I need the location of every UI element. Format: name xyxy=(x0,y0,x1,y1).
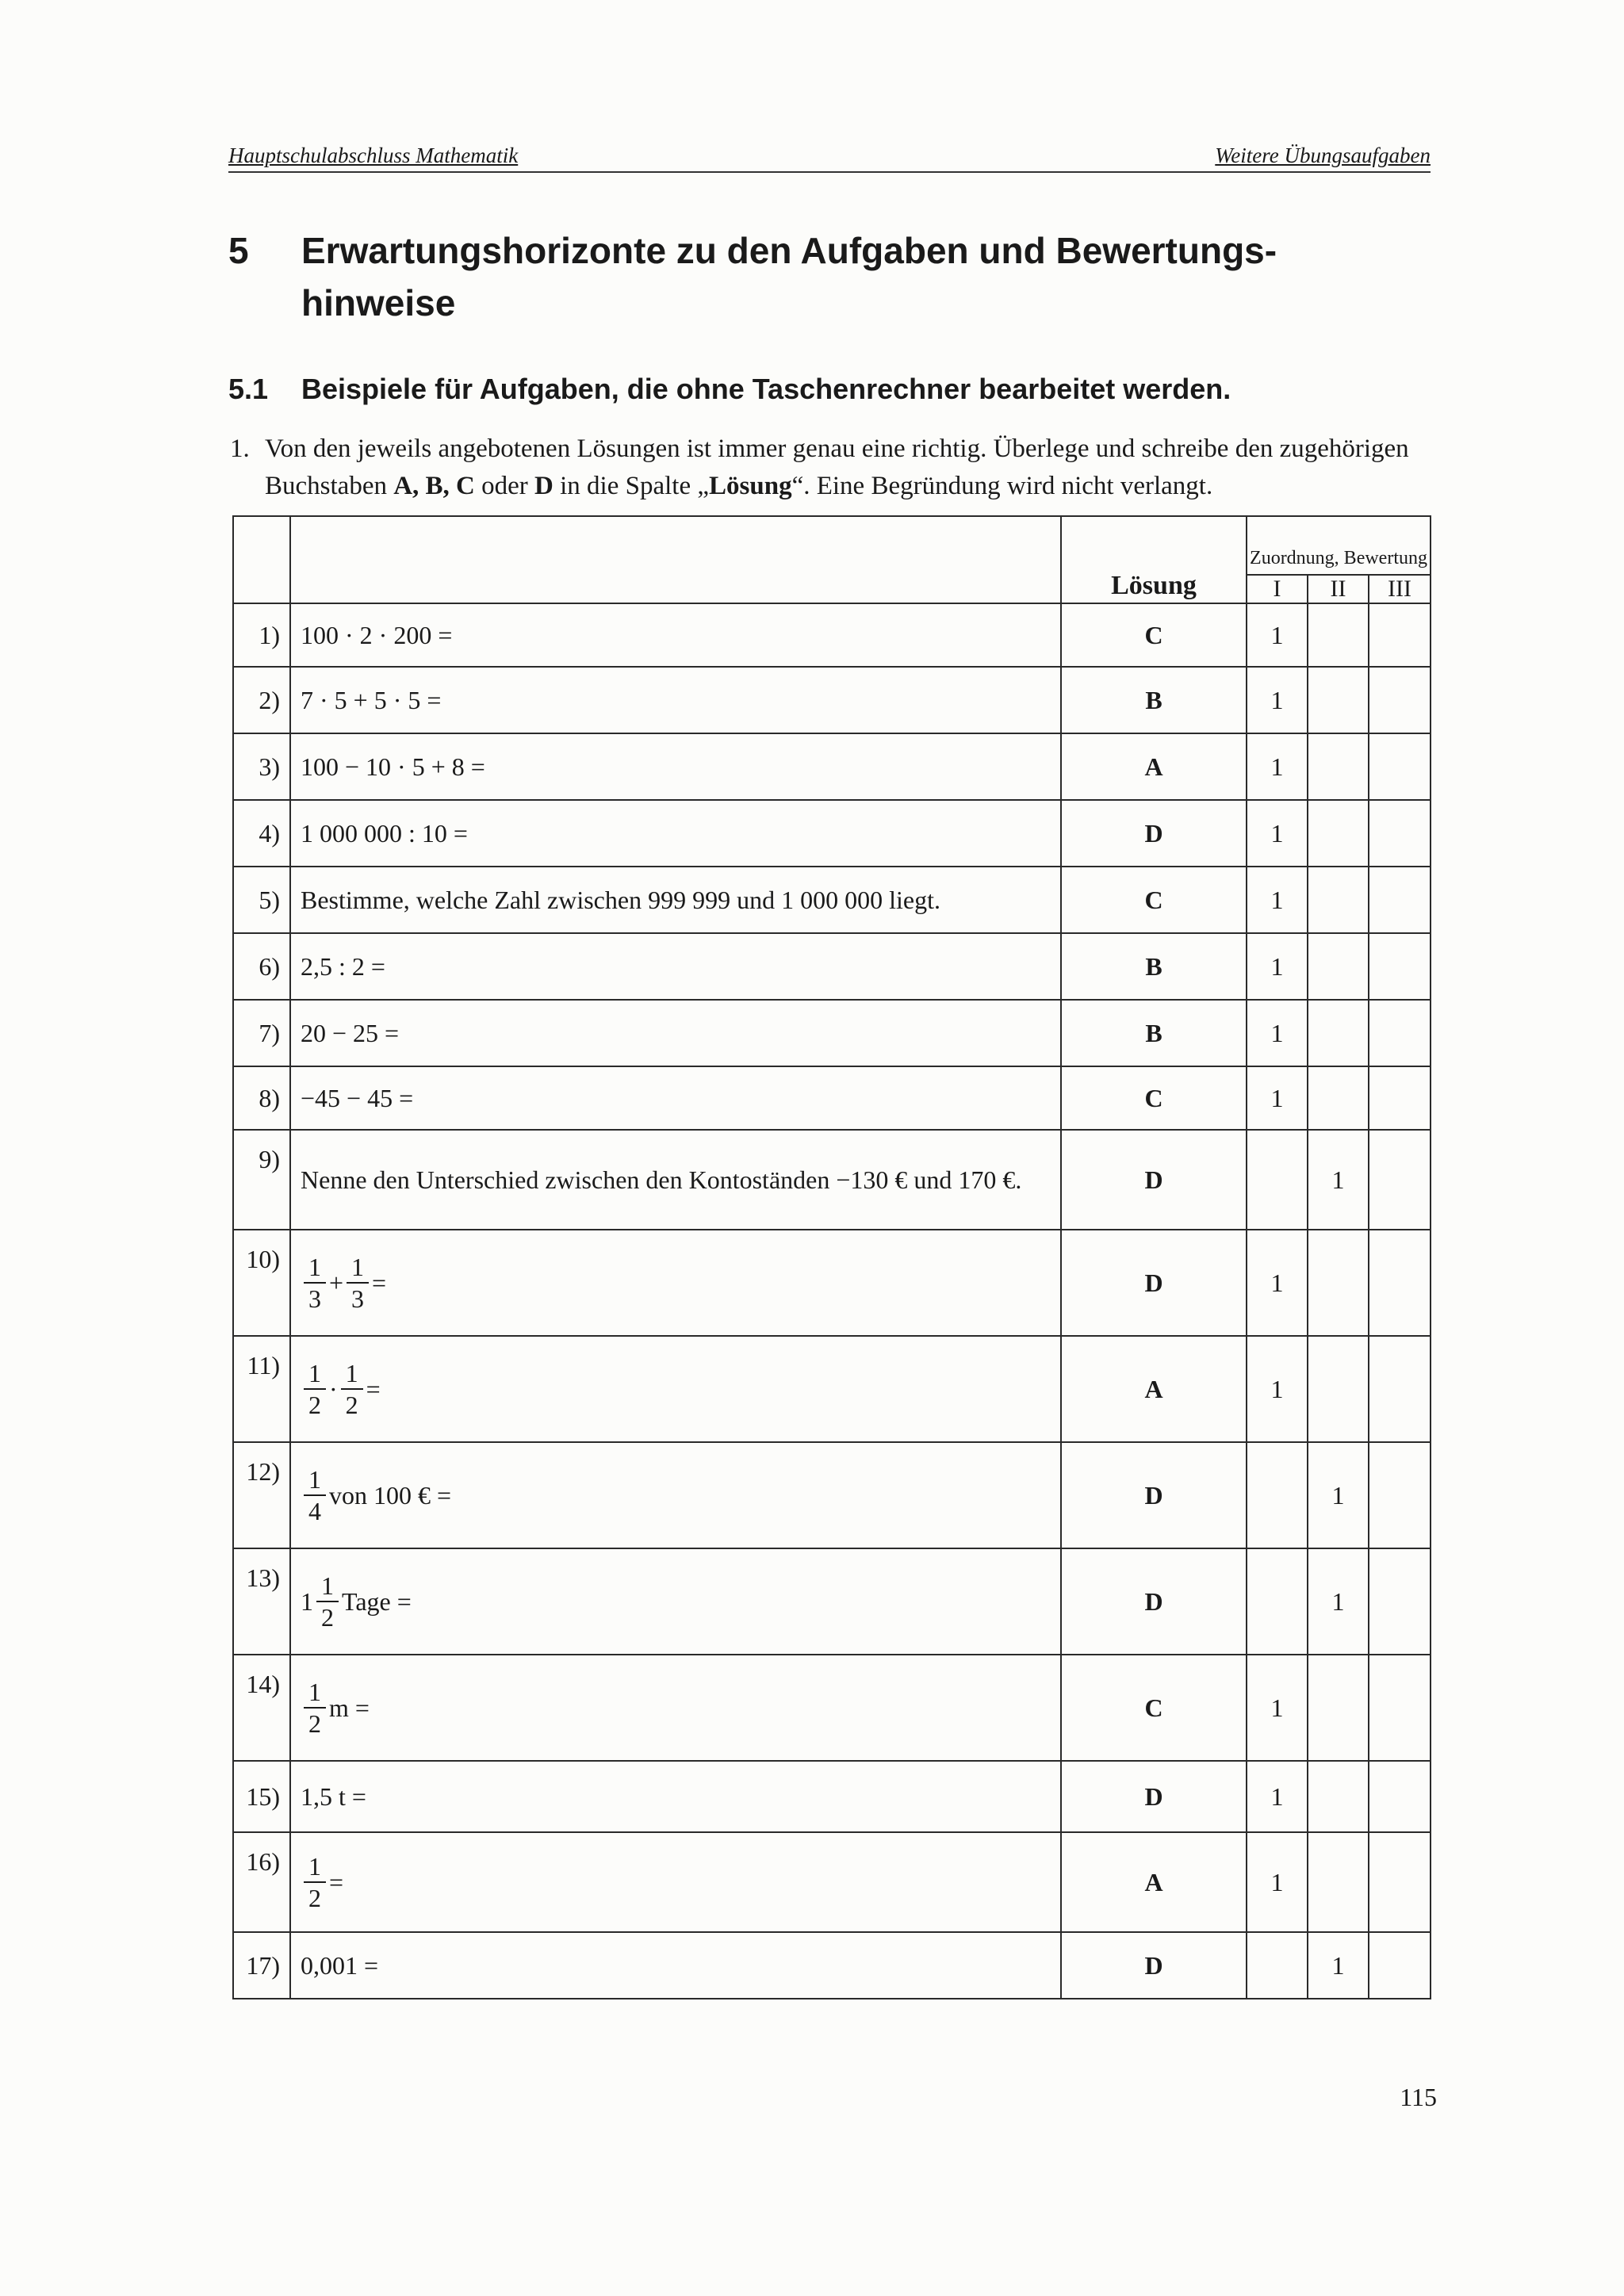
table-row xyxy=(233,1130,1431,1230)
row-number: 14) xyxy=(233,1655,290,1761)
table-row xyxy=(233,1066,1431,1130)
level-ii-score xyxy=(1308,1832,1369,1932)
fraction: $\frac{1}{3}$ xyxy=(347,1252,369,1314)
row-number: 1) xyxy=(233,603,290,667)
table-row xyxy=(233,1336,1431,1442)
level-iii-score xyxy=(1369,667,1431,733)
level-ii-score xyxy=(1308,1655,1369,1761)
solution-letter: D xyxy=(1061,1130,1247,1230)
level-ii-score xyxy=(1308,800,1369,867)
level-iii-score xyxy=(1369,800,1431,867)
chapter-title: Erwartungshorizonte zu den Aufgaben und Bewertungs-hinweise xyxy=(301,230,1277,323)
task-expression: $\frac{1}{2}$ m = xyxy=(290,1655,1061,1761)
solution-letter: C xyxy=(1061,1655,1247,1761)
row-number: 12) xyxy=(233,1442,290,1548)
page-number: 115 xyxy=(1400,2083,1437,2111)
level-ii-score xyxy=(1308,1066,1369,1130)
task-text: 0,001 = xyxy=(290,1932,1061,1999)
fraction: $\frac{1}{3}$ xyxy=(304,1252,326,1314)
fraction: $\frac{1}{2}$ xyxy=(304,1358,326,1420)
task-text: Nenne den Unterschied zwischen den Kontoständen −130 € und 170 €. xyxy=(290,1130,1061,1230)
chapter-number: 5 xyxy=(228,230,249,271)
task-expression: $\frac{1}{2}$ = xyxy=(290,1832,1061,1932)
table-row xyxy=(233,800,1431,867)
row-number: 2) xyxy=(233,667,290,733)
level-iii-header: III xyxy=(1369,575,1431,603)
level-ii-score xyxy=(1308,1761,1369,1832)
table-row xyxy=(233,1230,1431,1336)
task-text: 7 · 5 + 5 · 5 = xyxy=(290,667,1061,733)
row-number: 5) xyxy=(233,867,290,933)
task-text: −45 − 45 = xyxy=(290,1066,1061,1130)
solution-letter: C xyxy=(1061,603,1247,667)
task-expression: 1 $\frac{1}{2}$ Tage = xyxy=(290,1548,1061,1655)
table-row xyxy=(233,933,1431,1000)
task-text: Bestimme, welche Zahl zwischen 999 999 und 1 000 000 liegt. xyxy=(290,867,1061,933)
table-row xyxy=(233,1932,1431,1999)
row-number: 17) xyxy=(233,1932,290,1999)
header-book-title: Hauptschulabschluss Mathematik xyxy=(228,144,519,167)
level-ii-header: II xyxy=(1308,575,1369,603)
level-i-score: 1 xyxy=(1247,1000,1308,1066)
fraction: $\frac{1}{2}$ xyxy=(341,1358,363,1420)
solution-letter: D xyxy=(1061,1548,1247,1655)
level-i-score: 1 xyxy=(1247,867,1308,933)
solution-letter: D xyxy=(1061,1761,1247,1832)
section-number: 5.1 xyxy=(228,373,269,405)
level-i-score: 1 xyxy=(1247,667,1308,733)
solution-letter: C xyxy=(1061,1066,1247,1130)
level-i-score: 1 xyxy=(1247,603,1308,667)
level-iii-score xyxy=(1369,1442,1431,1548)
table-row xyxy=(233,867,1431,933)
table-row xyxy=(233,1442,1431,1548)
row-number: 6) xyxy=(233,933,290,1000)
level-iii-score xyxy=(1369,1761,1431,1832)
row-number: 15) xyxy=(233,1761,290,1832)
section-title: Beispiele für Aufgaben, die ohne Taschenrechner bearbeitet werden. xyxy=(301,373,1231,405)
level-ii-score: 1 xyxy=(1308,1130,1369,1230)
level-ii-score: 1 xyxy=(1308,1932,1369,1999)
task-text: 1,5 t = xyxy=(290,1761,1061,1832)
level-ii-score xyxy=(1308,1000,1369,1066)
task-text: 2,5 : 2 = xyxy=(290,933,1061,1000)
solution-letter: D xyxy=(1061,800,1247,867)
level-i-score xyxy=(1247,1130,1308,1230)
level-ii-score xyxy=(1308,1230,1369,1336)
task-text: 100 − 10 · 5 + 8 = xyxy=(290,733,1061,800)
solution-letter: B xyxy=(1061,1000,1247,1066)
level-i-score xyxy=(1247,1442,1308,1548)
fraction: $\frac{1}{4}$ xyxy=(304,1464,326,1526)
task-expression: $\frac{1}{2}$ · $\frac{1}{2}$ = xyxy=(290,1336,1061,1442)
level-iii-score xyxy=(1369,1230,1431,1336)
row-number: 9) xyxy=(233,1130,290,1230)
table-row xyxy=(233,1655,1431,1761)
level-iii-score xyxy=(1369,867,1431,933)
level-i-score: 1 xyxy=(1247,733,1308,800)
header-num-cell xyxy=(233,516,290,603)
level-ii-score: 1 xyxy=(1308,1548,1369,1655)
table-row xyxy=(233,1000,1431,1066)
level-iii-score xyxy=(1369,1130,1431,1230)
exercise-text: Von den jeweils angebotenen Lösungen ist immer genau eine richtig. Überlege und schreibe den zugehörigen Buchstaben A, B, C oder D in die Spalte „Lösung“. Eine Begründung wird nicht verlangt. xyxy=(265,434,1409,500)
row-number: 7) xyxy=(233,1000,290,1066)
header-chapter-title: Weitere Übungsaufgaben xyxy=(1215,144,1431,167)
level-ii-score: 1 xyxy=(1308,1442,1369,1548)
row-number: 8) xyxy=(233,1066,290,1130)
table-header-row xyxy=(233,516,1431,575)
level-ii-score xyxy=(1308,933,1369,1000)
row-number: 3) xyxy=(233,733,290,800)
level-iii-score xyxy=(1369,733,1431,800)
row-number: 11) xyxy=(233,1336,290,1442)
level-i-score: 1 xyxy=(1247,1761,1308,1832)
level-i-header: I xyxy=(1247,575,1308,603)
task-text: 100 · 2 · 200 = xyxy=(290,603,1061,667)
solution-letter: A xyxy=(1061,1832,1247,1932)
header-task-cell xyxy=(290,516,1061,603)
level-iii-score xyxy=(1369,1000,1431,1066)
table-row xyxy=(233,1761,1431,1832)
row-number: 16) xyxy=(233,1832,290,1932)
level-i-score: 1 xyxy=(1247,1832,1308,1932)
table-row xyxy=(233,1832,1431,1932)
solution-letter: B xyxy=(1061,667,1247,733)
level-ii-score xyxy=(1308,867,1369,933)
solution-letter: A xyxy=(1061,733,1247,800)
solutions-table xyxy=(232,515,1431,1999)
table-row xyxy=(233,603,1431,667)
exercise-number: 1. xyxy=(230,434,250,463)
table-row xyxy=(233,1548,1431,1655)
level-iii-score xyxy=(1369,1655,1431,1761)
level-i-score: 1 xyxy=(1247,1230,1308,1336)
fraction: $\frac{1}{2}$ xyxy=(304,1851,326,1913)
level-iii-score xyxy=(1369,1932,1431,1999)
level-i-score xyxy=(1247,1548,1308,1655)
level-ii-score xyxy=(1308,667,1369,733)
level-iii-score xyxy=(1369,1336,1431,1442)
level-i-score: 1 xyxy=(1247,933,1308,1000)
table-row xyxy=(233,733,1431,800)
table-row xyxy=(233,667,1431,733)
zuordnung-header: Zuordnung, Bewertung xyxy=(1247,516,1431,575)
level-i-score: 1 xyxy=(1247,1066,1308,1130)
solution-letter: C xyxy=(1061,867,1247,933)
level-i-score: 1 xyxy=(1247,1655,1308,1761)
task-text: 1 000 000 : 10 = xyxy=(290,800,1061,867)
solution-letter: D xyxy=(1061,1442,1247,1548)
level-ii-score xyxy=(1308,1336,1369,1442)
level-i-score: 1 xyxy=(1247,800,1308,867)
task-expression: $\frac{1}{4}$ von 100 € = xyxy=(290,1442,1061,1548)
level-iii-score xyxy=(1369,1066,1431,1130)
level-ii-score xyxy=(1308,603,1369,667)
running-header xyxy=(228,136,1431,173)
solution-letter: D xyxy=(1061,1230,1247,1336)
level-iii-score xyxy=(1369,933,1431,1000)
level-iii-score xyxy=(1369,603,1431,667)
level-ii-score xyxy=(1308,733,1369,800)
level-iii-score xyxy=(1369,1548,1431,1655)
level-i-score: 1 xyxy=(1247,1336,1308,1442)
task-expression: $\frac{1}{3}$ + $\frac{1}{3}$ = xyxy=(290,1230,1061,1336)
solution-column-header: Lösung xyxy=(1061,516,1247,603)
fraction: $\frac{1}{2}$ xyxy=(316,1571,339,1632)
level-i-score xyxy=(1247,1932,1308,1999)
row-number: 13) xyxy=(233,1548,290,1655)
row-number: 10) xyxy=(233,1230,290,1336)
fraction: $\frac{1}{2}$ xyxy=(304,1677,326,1739)
solution-letter: A xyxy=(1061,1336,1247,1442)
level-iii-score xyxy=(1369,1832,1431,1932)
task-text: 20 − 25 = xyxy=(290,1000,1061,1066)
row-number: 4) xyxy=(233,800,290,867)
solution-letter: D xyxy=(1061,1932,1247,1999)
solution-letter: B xyxy=(1061,933,1247,1000)
